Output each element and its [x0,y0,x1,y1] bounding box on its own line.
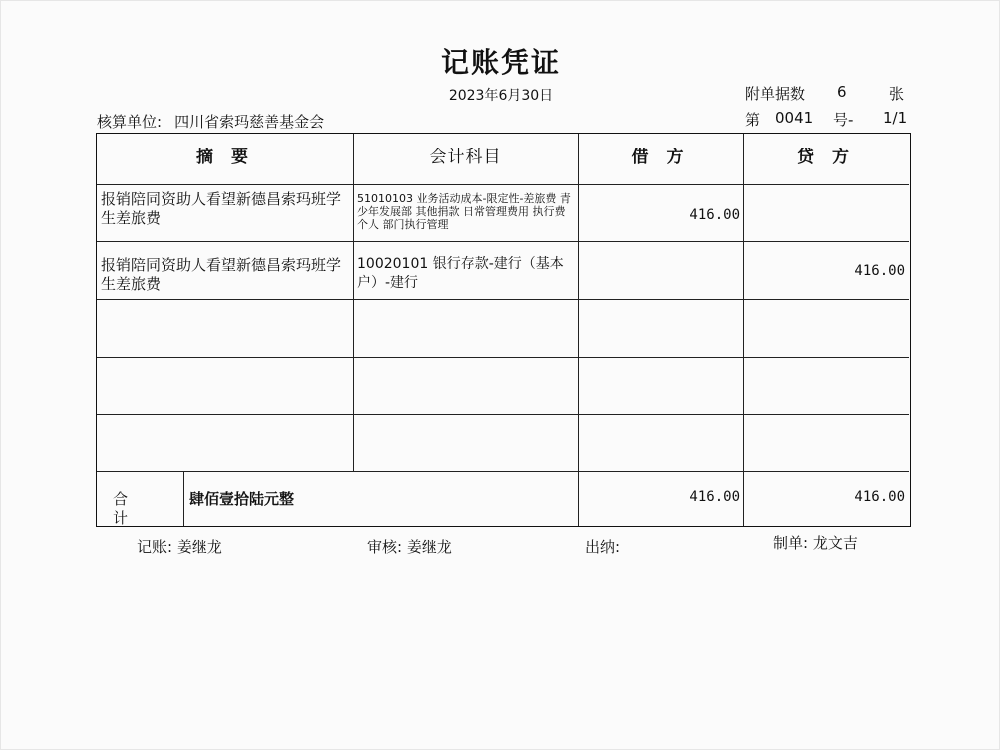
total-debit: 416.00 [689,489,740,505]
bookkeeper-name: 姜继龙 [176,538,222,556]
accounting-unit [97,111,324,132]
voucher-number: 0041 [775,109,814,127]
unit-label: 核算单位: [97,113,163,131]
reviewer-label: 审核: [367,538,403,556]
voucher-number-prefix: 第 [745,111,761,129]
row2-summary: 报销陪同资助人看望新德昌索玛班学生差旅费 [101,256,342,293]
header-debit: 借 方 [631,148,690,167]
total-label: 合 计 [113,490,143,527]
table-rule [97,357,909,358]
total-credit: 416.00 [854,489,905,505]
unit-name: 四川省索玛慈善基金会 [174,113,325,131]
preparer-name: 龙文吉 [812,534,858,552]
row1-account: 51010103 业务活动成本-限定性-差旅费 青少年发展部 其他捐款 日常管理费用 执行费 个人 部门执行管理 [357,192,571,231]
table-rule [183,471,184,526]
table-rule [353,134,354,471]
table-rule [743,134,744,526]
voucher-number-suffix: 号- [833,111,854,129]
row2-account: 10020101 银行存款-建行（基本户）-建行 [357,256,564,291]
table-rule [97,471,909,472]
row2-credit: 416.00 [854,263,905,279]
row1-debit: 416.00 [689,207,740,223]
table-rule [97,241,909,242]
cashier-label: 出纳: [585,538,621,556]
reviewer-signature [367,536,452,557]
table-rule [578,134,579,526]
preparer-signature [773,532,858,553]
voucher-table [96,133,911,527]
header-credit: 贷 方 [797,148,855,167]
bookkeeper-signature [137,536,222,557]
attachments-count: 6 [837,83,847,101]
attachments-unit: 张 [889,85,905,103]
cashier-signature [585,536,620,557]
row1-summary: 报销陪同资助人看望新德昌索玛班学生差旅费 [101,190,342,227]
total-amount-words: 肆佰壹拾陆元整 [189,490,295,508]
voucher-date: 2023年6月30日 [448,88,554,104]
header-summary: 摘 要 [196,148,254,167]
table-rule [97,414,909,415]
table-rule [97,184,909,185]
voucher-page-number: 1/1 [883,109,908,127]
bookkeeper-label: 记账: [137,538,173,556]
preparer-label: 制单: [773,534,809,552]
reviewer-name: 姜继龙 [406,538,452,556]
voucher-title: 记账凭证 [440,46,561,79]
header-account: 会计科目 [429,148,502,167]
attachments-label: 附单据数 [745,85,806,103]
table-rule [97,299,909,300]
